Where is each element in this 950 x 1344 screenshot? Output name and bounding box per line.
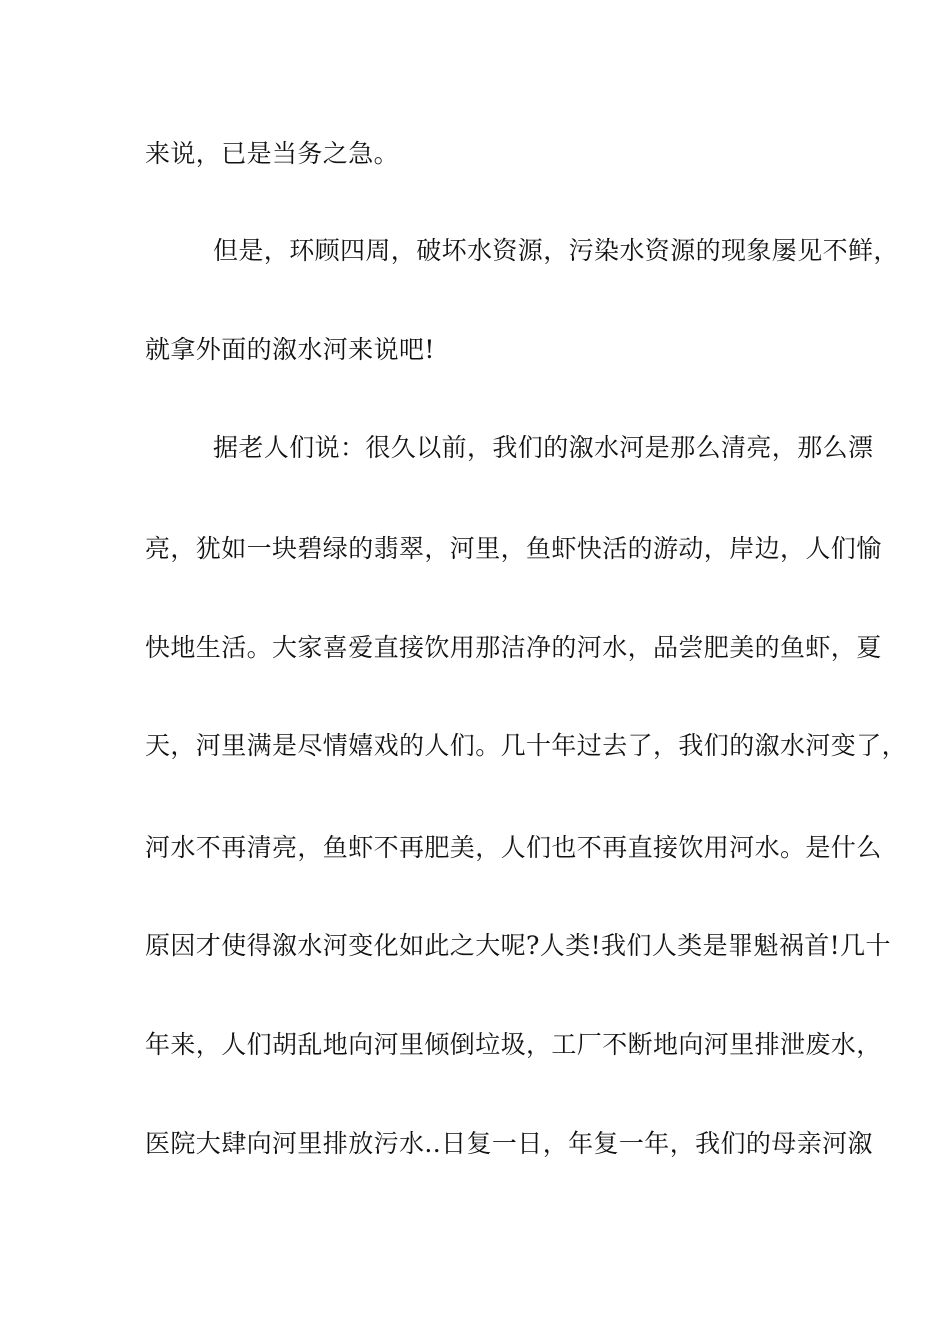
text-line: 原因才使得溆水河变化如此之大呢?人类!我们人类是罪魁祸首!几十	[145, 931, 891, 960]
paragraph-first-line: 但是，环顾四周，破坏水资源，污染水资源的现象屡见不鲜，	[213, 236, 899, 265]
text-line: 快地生活。大家喜爱直接饮用那洁净的河水，品尝肥美的鱼虾，夏	[145, 633, 882, 662]
paragraph-first-line: 据老人们说：很久以前，我们的溆水河是那么清亮，那么漂	[213, 433, 874, 462]
text-line: 天，河里满是尽情嬉戏的人们。几十年过去了，我们的溆水河变了，	[145, 731, 908, 760]
text-line: 河水不再清亮，鱼虾不再肥美，人们也不再直接饮用河水。是什么	[145, 833, 882, 862]
text-line: 年来，人们胡乱地向河里倾倒垃圾，工厂不断地向河里排泄废水，	[145, 1030, 882, 1059]
text-line: 亮，犹如一块碧绿的翡翠，河里，鱼虾快活的游动，岸边，人们愉	[145, 534, 882, 563]
text-line: 就拿外面的溆水河来说吧!	[145, 335, 435, 364]
text-line: 医院大肆向河里排放污水..日复一日，年复一年，我们的母亲河溆	[145, 1129, 873, 1158]
text-line: 来说，已是当务之急。	[145, 139, 400, 168]
